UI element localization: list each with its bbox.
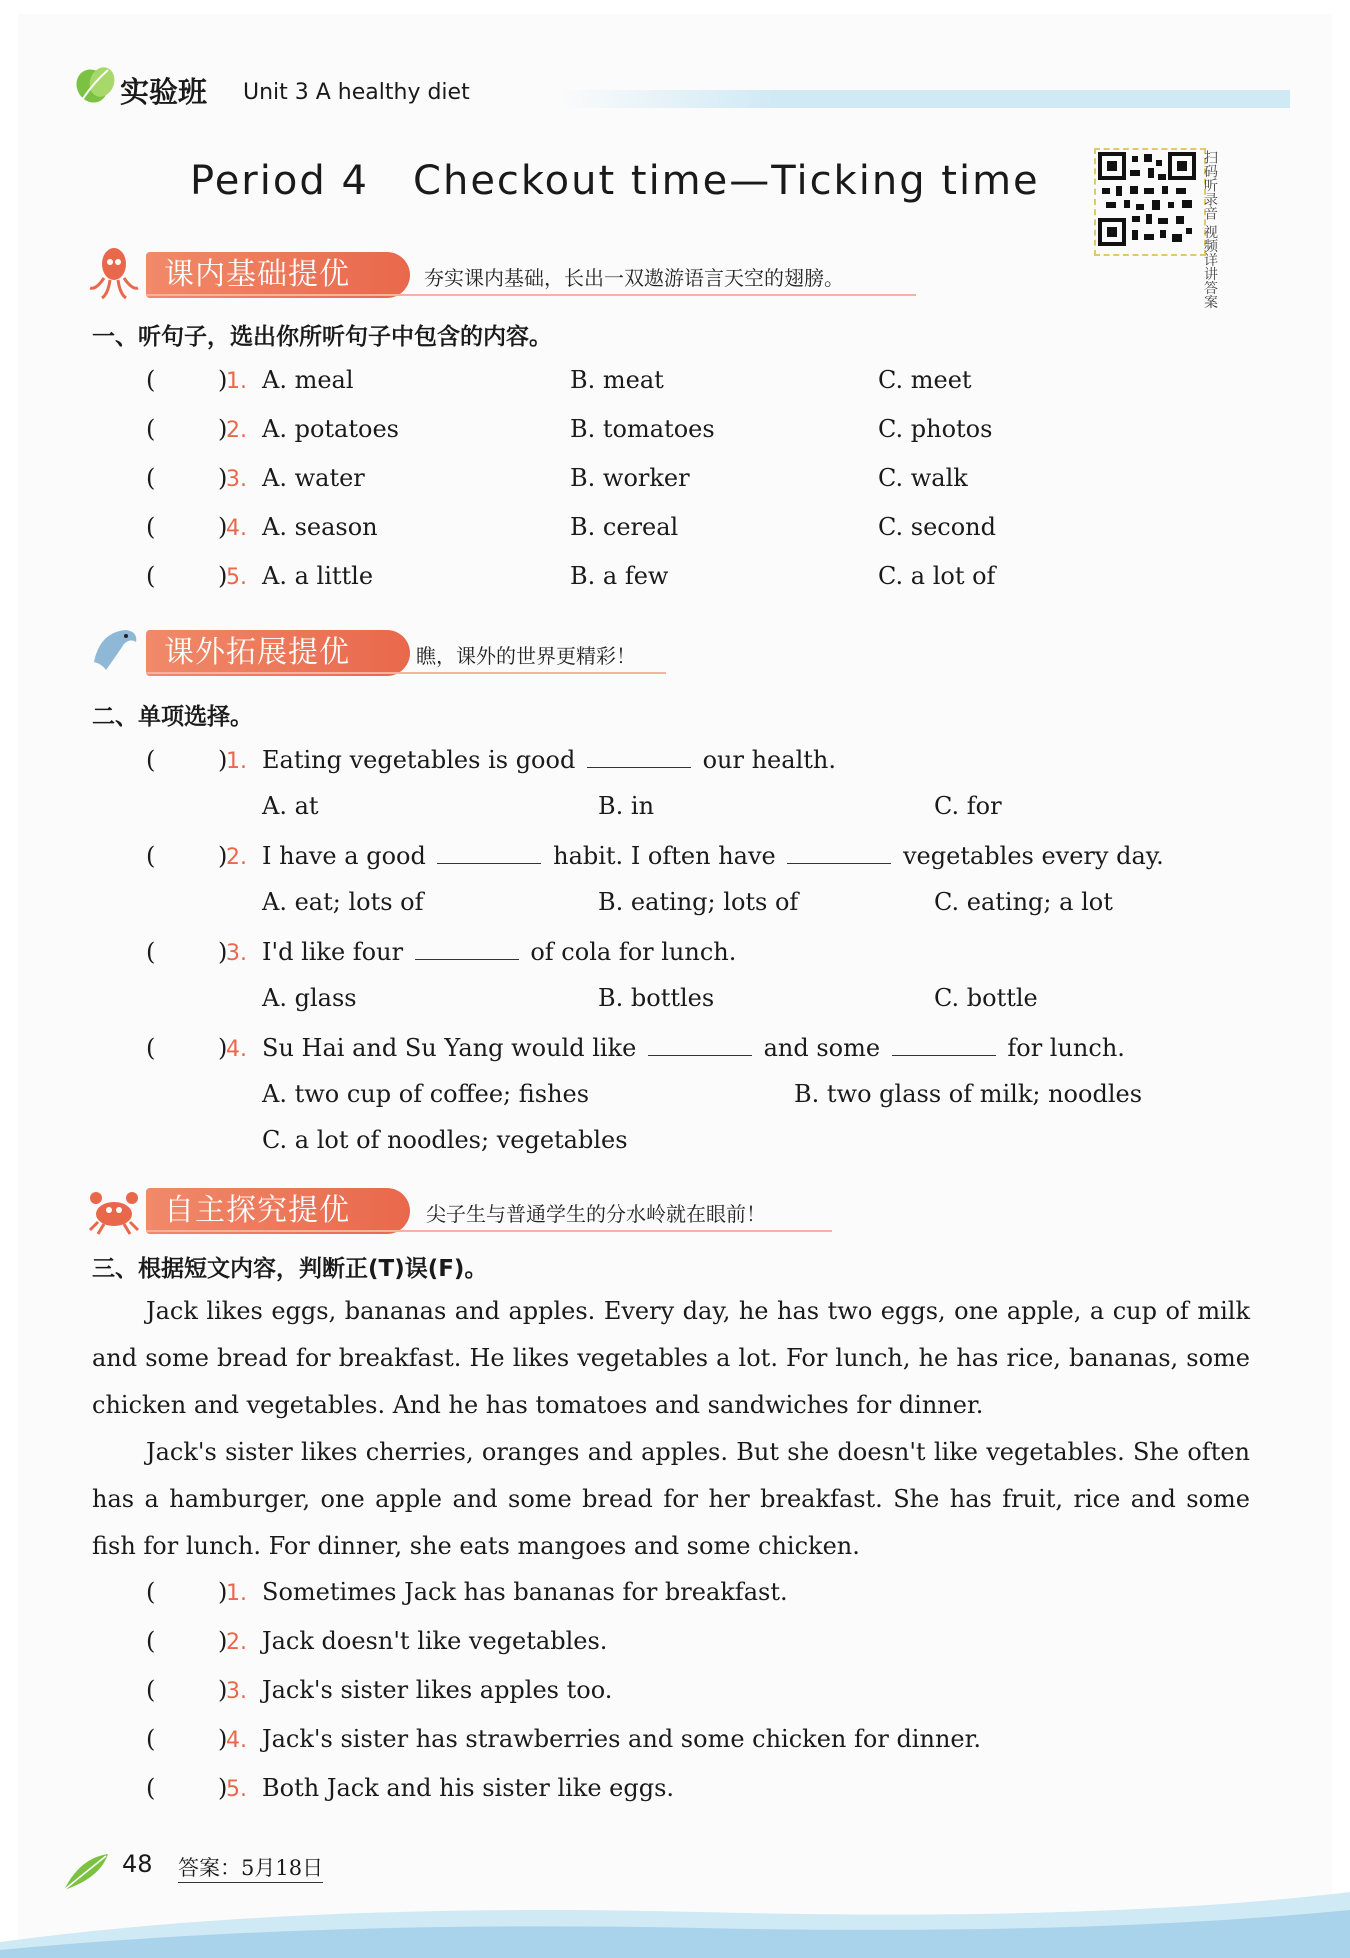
reading-paragraph-2: Jack's sister likes cherries, oranges and apples. But she doesn't like vegetables. She often has a hamburger, one apple and some bread for her breakfast. She has fruit, rice and some fish for lunch. For dinner, she eats mangoes and some chicken. (92, 1438, 1250, 1560)
qr-caption: 扫码听录音 视频详讲答案 (1202, 150, 1218, 309)
answer-blank[interactable] (892, 1037, 996, 1056)
header-band (560, 90, 1290, 108)
section-slogan-2: 瞧，课外的世界更精彩！ (416, 644, 636, 668)
section-slogan-1: 夯实课内基础，长出一双遨游语言天空的翅膀。 (424, 266, 844, 290)
banner-underline-2 (146, 672, 666, 674)
unit-title: Unit 3 A healthy diet (243, 80, 470, 105)
part2-heading: 二、单项选择。 (92, 704, 253, 730)
page-background (18, 14, 1332, 1944)
crab-icon (86, 1186, 142, 1236)
answer-blank[interactable] (415, 941, 519, 960)
banner-underline-1 (146, 294, 916, 296)
part3-heading: 三、根据短文内容，判断正(T)误(F)。 (92, 1256, 488, 1282)
reading-paragraph-1: Jack likes eggs, bananas and apples. Every day, he has two eggs, one apple, a cup of milk and some bread for breakfast. He likes vegetables a lot. For lunch, he has rice, bananas, some chicken and vegetables. And he has tomatoes and sandwiches for dinner. (92, 1297, 1250, 1419)
banner-underline-3 (146, 1230, 832, 1232)
footer-wave (0, 1872, 1350, 1958)
section-slogan-3: 尖子生与普通学生的分水岭就在眼前！ (426, 1202, 766, 1226)
answer-blank[interactable] (787, 845, 891, 864)
answer-date: 答案：5月18日 (178, 1852, 323, 1883)
qr-code-icon (1096, 150, 1200, 250)
qr-code[interactable] (1094, 148, 1206, 256)
answer-blank[interactable] (587, 749, 691, 768)
part1-heading: 一、听句子，选出你所听句子中包含的内容。 (92, 324, 552, 350)
dolphin-icon (86, 622, 142, 678)
page-title: Period 4 Checkout time—Ticking time (190, 158, 1040, 204)
brand-name: 实验班 (120, 75, 208, 109)
squid-icon (86, 244, 142, 300)
answer-blank[interactable] (437, 845, 541, 864)
leaf-footer-icon (60, 1850, 114, 1894)
section-banner-3: 自主探究提优 (146, 1188, 410, 1234)
leaf-logo-icon (72, 62, 118, 104)
section-banner-2: 课外拓展提优 (146, 630, 410, 676)
answer-blank[interactable] (648, 1037, 752, 1056)
page-number: 48 (122, 1850, 153, 1878)
section-banner-1: 课内基础提优 (146, 252, 410, 298)
